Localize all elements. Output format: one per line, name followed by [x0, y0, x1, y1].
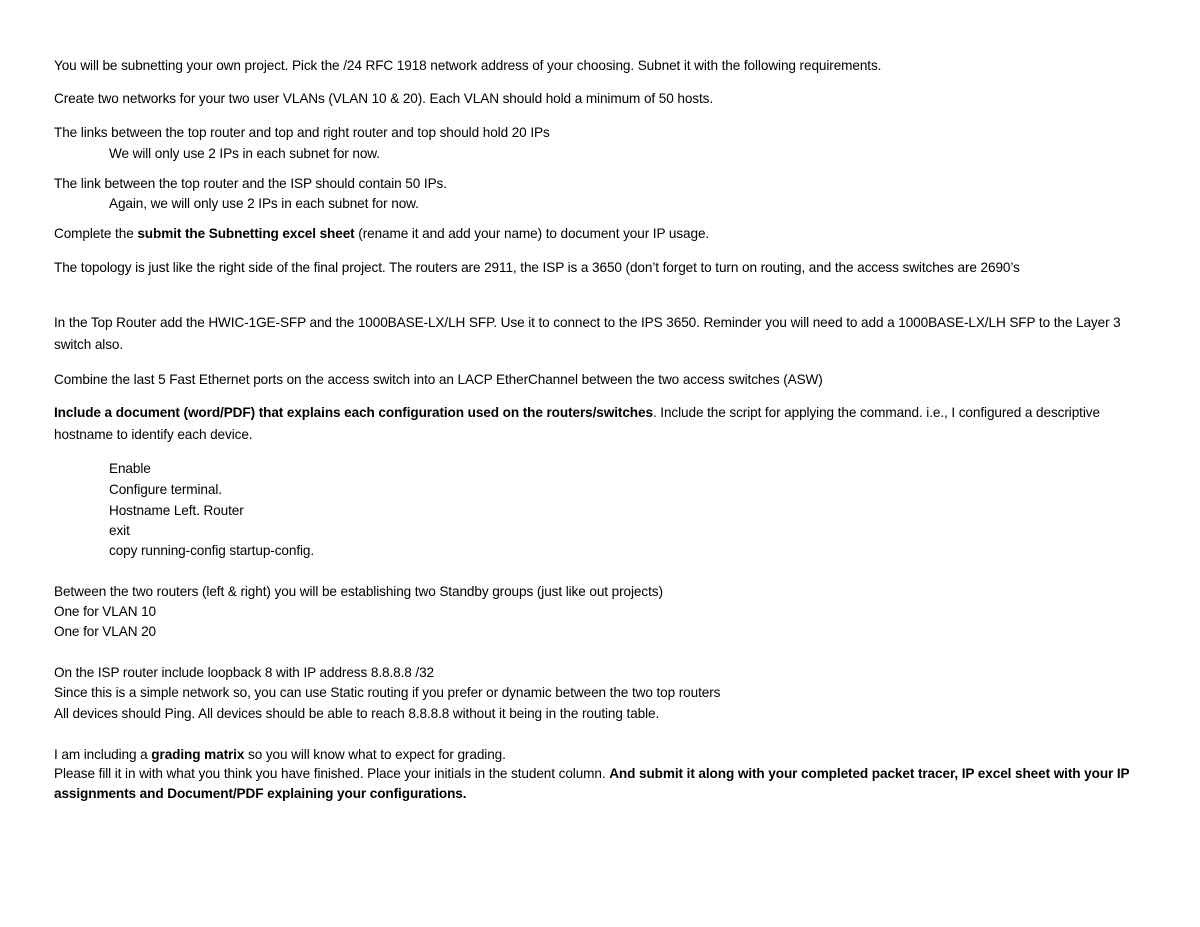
paragraph-top-router: In the Top Router add the HWIC-1GE-SFP and the 1000BASE-LX/LH SFP. Use it to connect to the IPS 3650. Reminder you will need to add a 1000BASE-LX/LH SFP to the Layer 3 switch also. — [54, 315, 1121, 352]
bold-text: grading matrix — [151, 747, 245, 762]
script-line: Hostname Left. Router — [109, 503, 244, 518]
isp-line: All devices should Ping. All devices should be able to reach 8.8.8.8 without it being in the routing table. — [54, 706, 660, 721]
standby-line: One for VLAN 20 — [54, 624, 157, 639]
paragraph-links: The links between the top router and top and right router and top should hold 20 IPs — [54, 125, 550, 140]
paragraph-document — [54, 402, 1149, 446]
text: so you will know what to expect for grading. — [244, 747, 506, 762]
isp-line: Since this is a simple network so, you can use Static routing if you prefer or dynamic between the two top routers — [54, 685, 721, 700]
grading-line — [54, 746, 506, 764]
text: Please fill it in with what you think you have finished. Place your initials in the student column. — [54, 766, 610, 781]
isp-line: On the ISP router include loopback 8 with IP address 8.8.8.8 /32 — [54, 665, 435, 680]
bold-text: And submit it along with your completed packet tracer, IP excel sheet with your IP assignments and Document/PDF explaining your configurations. — [54, 766, 1130, 801]
paragraph-links-note: We will only use 2 IPs in each subnet for now. — [109, 146, 380, 161]
paragraph-isp-link-note: Again, we will only use 2 IPs in each subnet for now. — [109, 196, 419, 211]
standby-line: Between the two routers (left & right) you will be establishing two Standby groups (just like out projects) — [54, 584, 663, 599]
script-line: Configure terminal. — [109, 482, 222, 497]
paragraph-topology: The topology is just like the right side of the final project. The routers are 2911, the ISP is a 3650 (don’t forget to turn on routing, and the access switches are 2690’s — [54, 260, 1020, 275]
paragraph-excel-sheet — [54, 225, 709, 243]
paragraph-isp-link: The link between the top router and the ISP should contain 50 IPs. — [54, 176, 447, 191]
standby-line: One for VLAN 10 — [54, 604, 157, 619]
text: (rename it and add your name) to document your IP usage. — [354, 226, 710, 241]
grading-line — [54, 764, 1149, 804]
paragraph-etherchannel: Combine the last 5 Fast Ethernet ports on the access switch into an LACP EtherChannel between the two access switches (ASW) — [54, 372, 823, 387]
paragraph-vlans: Create two networks for your two user VLANs (VLAN 10 & 20). Each VLAN should hold a minimum of 50 hosts. — [54, 91, 714, 106]
paragraph-intro: You will be subnetting your own project. Pick the /24 RFC 1918 network address of your choosing. Subnet it with the following requirements. — [54, 58, 882, 73]
bold-text: Include a document (word/PDF) that explains each configuration used on the routers/switches — [54, 405, 653, 420]
script-line: copy running-config startup-config. — [109, 543, 315, 558]
text: Complete the — [54, 226, 138, 241]
script-line: Enable — [109, 461, 151, 476]
bold-text: submit the Subnetting excel sheet — [137, 226, 355, 241]
text: . Include the script for applying the command. i.e., I configured a descriptive hostname to identify each device. — [54, 405, 1100, 442]
script-line: exit — [109, 523, 130, 538]
text: I am including a — [54, 747, 152, 762]
